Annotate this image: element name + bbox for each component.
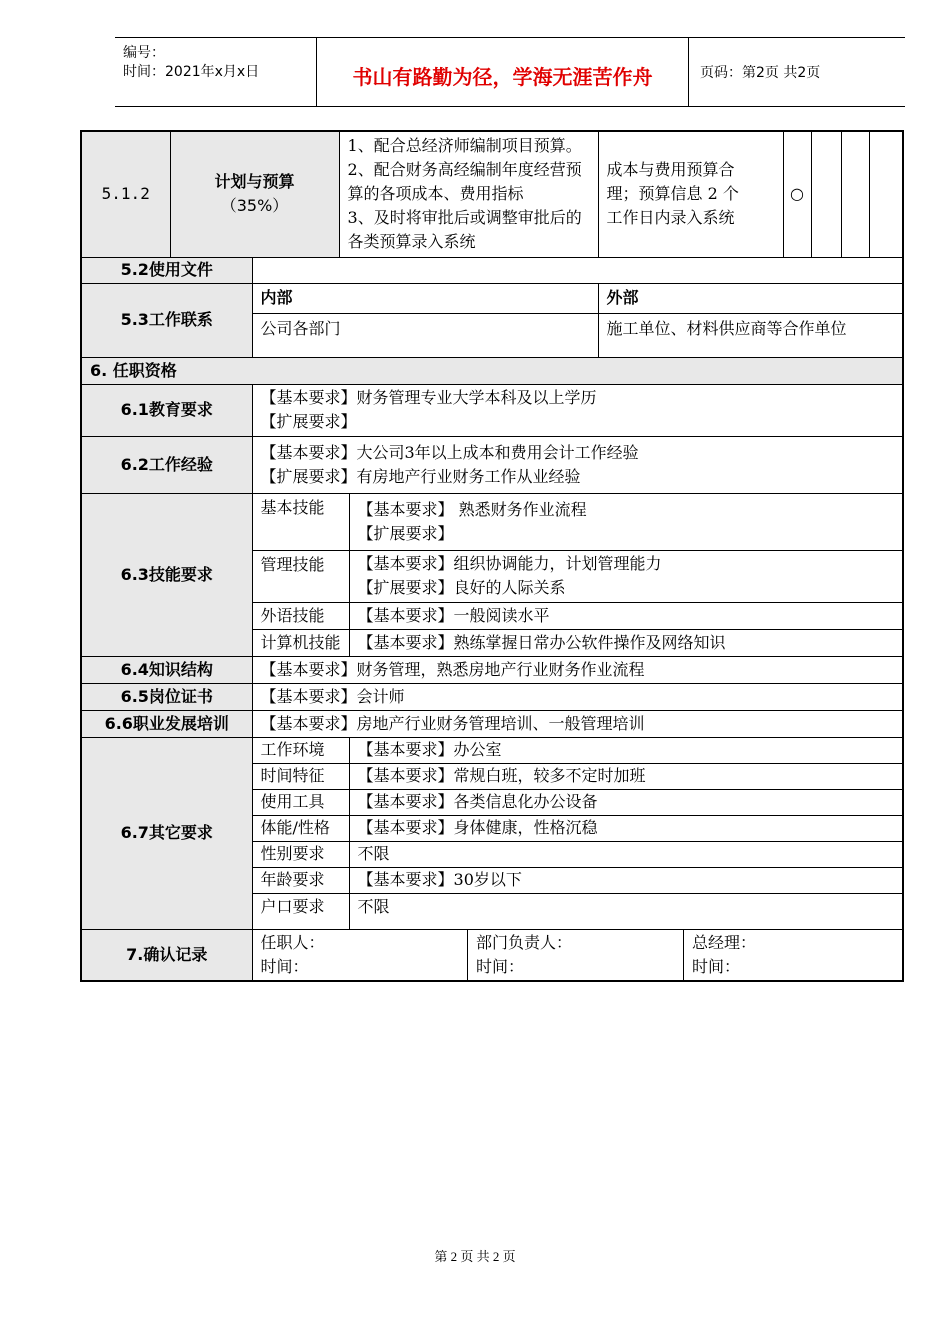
header-page-label: 页码：第2页 共2页 — [700, 65, 821, 81]
other-value: 【基本要求】身体健康，性格沉稳 — [349, 815, 903, 841]
job-description-table — [80, 130, 904, 982]
other-label: 6.7其它要求 — [81, 737, 252, 929]
contacts-internal-header: 内部 — [252, 283, 598, 313]
duty-content — [339, 131, 598, 257]
skill-value — [349, 493, 903, 550]
signature-time: 时间： — [260, 956, 309, 976]
header-meta — [115, 38, 317, 106]
contacts-label: 5.3工作联系 — [81, 283, 252, 357]
number-label: 编号： — [123, 45, 165, 61]
experience-line: 【基本要求】大公司3年以上成本和费用会计工作经验 — [260, 442, 639, 462]
skill-name: 管理技能 — [252, 550, 349, 602]
other-name: 时间特征 — [252, 763, 349, 789]
other-name: 性别要求 — [252, 841, 349, 867]
other-value: 【基本要求】30岁以下 — [349, 867, 903, 893]
duty-weight: （35%） — [220, 196, 289, 216]
skill-line: 【扩展要求】良好的人际关系 — [357, 578, 566, 597]
experience-value — [252, 436, 903, 493]
training-label: 6.6职业发展培训 — [81, 710, 252, 737]
other-name: 使用工具 — [252, 789, 349, 815]
duty-line: 算的各项成本、费用指标 — [347, 184, 524, 203]
contacts-header-row — [81, 283, 903, 313]
confirm-signatures — [252, 929, 903, 981]
documents-row — [81, 257, 903, 283]
skill-line: 【基本要求】 熟悉财务作业流程 — [357, 499, 587, 519]
other-name: 户口要求 — [252, 893, 349, 929]
knowledge-value: 【基本要求】财务管理，熟悉房地产行业财务作业流程 — [252, 656, 903, 683]
standard-line: 理；预算信息 2 个 — [606, 184, 739, 204]
confirm-label: 7.确认记录 — [81, 929, 252, 981]
duty-line: 2、配合财务高经编制年度经营预 — [347, 160, 582, 179]
duty-line: 3、及时将审批后或调整审批后的 — [347, 208, 582, 227]
education-label: 6.1教育要求 — [81, 384, 252, 436]
other-value: 不限 — [349, 893, 903, 929]
signature-role: 任职人： — [260, 932, 325, 952]
skill-value — [349, 550, 903, 602]
confirm-row — [81, 929, 903, 981]
signature-time: 时间： — [692, 956, 741, 976]
duty-line: 1、配合总经济师编制项目预算。 — [347, 136, 582, 155]
documents-value — [252, 257, 903, 283]
signature-dept-head[interactable] — [468, 930, 684, 980]
certificate-label: 6.5岗位证书 — [81, 683, 252, 710]
signature-time: 时间： — [476, 956, 525, 976]
signature-role: 总经理： — [692, 932, 757, 952]
skill-name: 基本技能 — [252, 493, 349, 550]
duty-line: 各类预算录入系统 — [347, 232, 476, 251]
empty-cell — [841, 131, 869, 257]
documents-label: 5.2使用文件 — [81, 257, 252, 283]
education-line: 【扩展要求】 — [260, 412, 357, 431]
page-header — [115, 37, 905, 107]
duty-title: 计划与预算 — [214, 172, 295, 192]
duty-mark: ○ — [783, 131, 811, 257]
skill-line: 【基本要求】一般阅读水平 — [349, 602, 903, 629]
education-row — [81, 384, 903, 436]
other-name: 工作环境 — [252, 737, 349, 763]
knowledge-label: 6.4知识结构 — [81, 656, 252, 683]
skill-line: 【扩展要求】 — [357, 523, 454, 543]
training-value: 【基本要求】房地产行业财务管理培训、一般管理培训 — [252, 710, 903, 737]
certificate-value: 【基本要求】会计师 — [252, 683, 903, 710]
skill-name: 外语技能 — [252, 602, 349, 629]
certificate-row — [81, 683, 903, 710]
contacts-internal-value: 公司各部门 — [252, 313, 598, 357]
empty-cell — [869, 131, 903, 257]
empty-cell — [811, 131, 841, 257]
skill-name: 计算机技能 — [252, 629, 349, 656]
other-name: 年龄要求 — [252, 867, 349, 893]
skill-line: 【基本要求】熟练掌握日常办公软件操作及网络知识 — [349, 629, 903, 656]
signature-gm[interactable] — [684, 930, 903, 980]
other-name: 体能/性格 — [252, 815, 349, 841]
duty-code: 5.1.2 — [81, 131, 170, 257]
other-value: 【基本要求】常规白班，较多不定时加班 — [349, 763, 903, 789]
contacts-external-header: 外部 — [598, 283, 903, 313]
knowledge-row — [81, 656, 903, 683]
standard-line: 工作日内录入系统 — [606, 208, 735, 228]
skill-line: 【基本要求】组织协调能力，计划管理能力 — [357, 554, 662, 573]
duty-row-512 — [81, 131, 903, 257]
signature-role: 部门负责人： — [476, 932, 573, 952]
experience-label: 6.2工作经验 — [81, 436, 252, 493]
education-value — [252, 384, 903, 436]
experience-line: 【扩展要求】有房地产行业财务工作从业经验 — [260, 466, 581, 486]
time-label: 时间：2021年x月x日 — [123, 64, 260, 80]
contacts-external-value: 施工单位、材料供应商等合作单位 — [598, 313, 903, 357]
duty-title-cell — [170, 131, 339, 257]
other-row — [81, 737, 903, 763]
skills-label: 6.3技能要求 — [81, 493, 252, 656]
other-value: 【基本要求】各类信息化办公设备 — [349, 789, 903, 815]
standard-line: 成本与费用预算合 — [606, 160, 735, 180]
header-motto: 书山有路勤为径，学海无涯苦作舟 — [317, 38, 689, 106]
other-value: 【基本要求】办公室 — [349, 737, 903, 763]
skills-row-basic — [81, 493, 903, 550]
qualifications-row — [81, 357, 903, 384]
qualifications-heading: 6. 任职资格 — [81, 357, 903, 384]
experience-row — [81, 436, 903, 493]
signature-table — [253, 930, 903, 980]
signature-employee[interactable] — [253, 930, 468, 980]
page-footer: 第 2 页 共 2 页 — [434, 1249, 516, 1264]
duty-standard — [598, 131, 783, 257]
education-line: 【基本要求】财务管理专业大学本科及以上学历 — [260, 388, 597, 407]
other-value: 不限 — [349, 841, 903, 867]
training-row — [81, 710, 903, 737]
